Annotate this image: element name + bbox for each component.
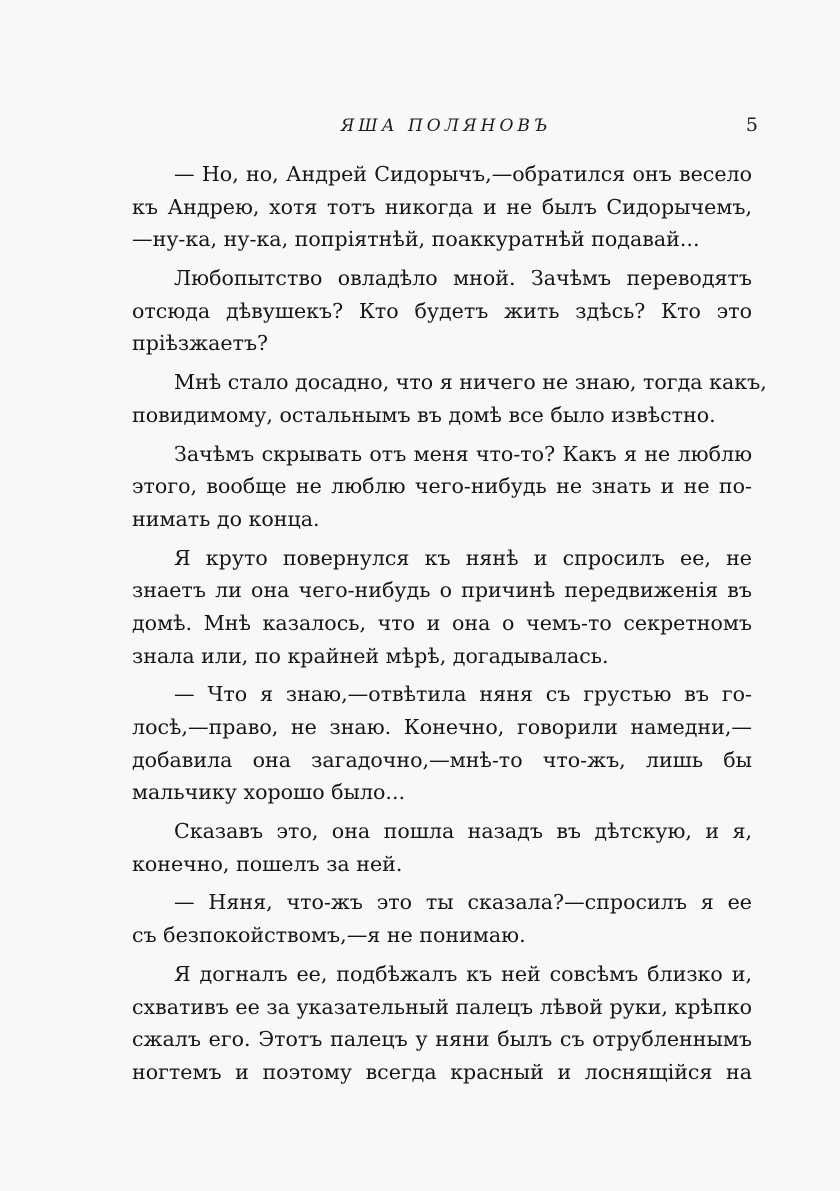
body-text <box>132 158 767 1089</box>
text-line: Я круто повернулся къ нянѣ и спросилъ ее, не <box>174 545 752 570</box>
text-line: — Что я знаю,—отвѣтила няня съ грустью въ го- <box>174 682 752 707</box>
text-line: отсюда дѣвушекъ? Кто будетъ жить здѣсь? Кто это <box>132 298 752 323</box>
text-line: къ Андрею, хотя тотъ никогда и не былъ Сидорычемъ, <box>132 194 752 219</box>
text-line: нимать до конца. <box>132 506 320 531</box>
text-line: Я догналъ ее, подбѣжалъ къ ней совсѣмъ близко и, <box>174 961 752 986</box>
text-line: конечно, пошелъ за ней. <box>132 851 403 876</box>
text-line: ногтемъ и поэтому всегда красный и лоснящійся на <box>132 1059 752 1084</box>
text-line: Сказавъ это, она пошла назадъ въ дѣтскую, и я, <box>174 819 752 844</box>
running-title: ЯША ПОЛЯНОВЪ <box>340 116 552 136</box>
text-line: этого, вообще не люблю чего-нибудь не знать и не по- <box>132 474 752 499</box>
text-line: домѣ. Мнѣ казалось, что и она о чемъ-то секретномъ <box>132 610 752 635</box>
text-line: лосѣ,—право, не знаю. Конечно, говорили намедни,— <box>132 715 752 739</box>
text-line: мальчику хорошо было... <box>132 780 406 805</box>
text-line: схвативъ ее за указательный палецъ лѣвой руки, крѣпко <box>132 994 752 1019</box>
text-line: — Няня, что-жъ это ты сказала?—спросилъ я ее <box>174 890 752 915</box>
text-line: сжалъ его. Этотъ палецъ у няни былъ съ отрубленнымъ <box>132 1027 752 1052</box>
text-line: знала или, по крайней мѣрѣ, догадывалась. <box>132 643 609 668</box>
text-line: пріѣзжаетъ? <box>132 331 269 356</box>
text-line: повидимому, остальнымъ въ домѣ все было извѣстно. <box>132 402 716 427</box>
text-line: Любопытство овладѣло мной. Зачѣмъ переводятъ <box>174 266 752 291</box>
text-line: Мнѣ стало досадно, что я ничего не знаю, тогда какъ, <box>174 370 767 395</box>
text-line: знаетъ ли она чего-нибудь о причинѣ передвиженія въ <box>132 578 752 603</box>
text-line: — Но, но, Андрей Сидорычъ,—обратился онъ весело <box>174 162 752 186</box>
text-line: —ну-ка, ну-ка, попріятнѣй, поаккуратнѣй подавай... <box>132 227 700 252</box>
text-line: Зачѣмъ скрывать отъ меня что-то? Какъ я не люблю <box>174 441 752 466</box>
page-number: 5 <box>745 114 758 136</box>
text-line: добавила она загадочно,—мнѣ-то что-жъ, лишь бы <box>132 747 752 772</box>
running-header <box>130 116 762 140</box>
text-line: съ безпокойствомъ,—я не понимаю. <box>132 923 526 948</box>
